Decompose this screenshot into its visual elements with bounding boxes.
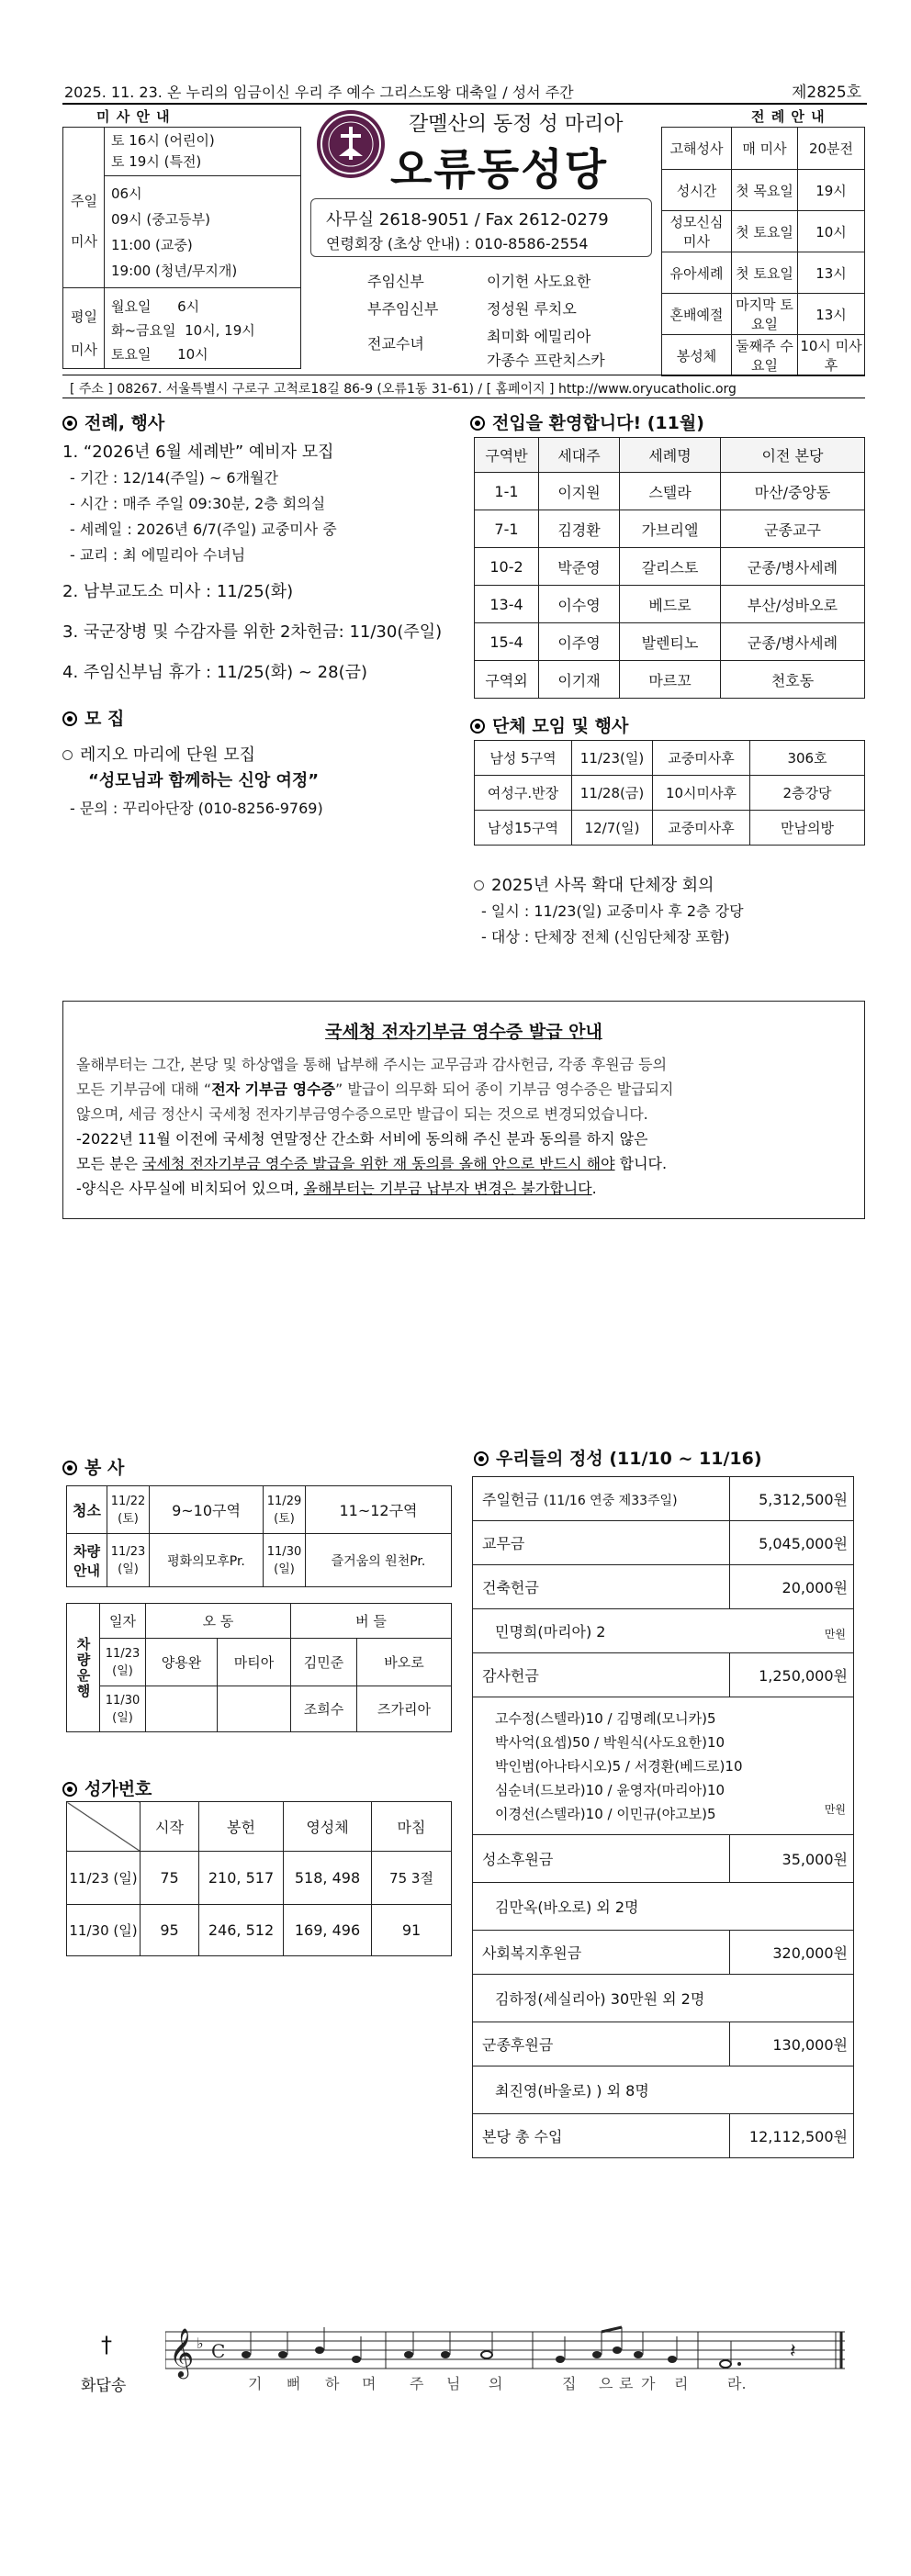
staff-roles: 주임신부 부주임신부 전교수녀 [367, 273, 439, 353]
cross-icon: † [101, 2332, 112, 2358]
bullet-icon [62, 711, 77, 726]
bullet-icon [62, 1461, 77, 1475]
sunday-mass-times: 06시 09시 (중고등부) 11:00 (교중) 19:00 (청년/무지개) [111, 185, 238, 279]
bullet-icon [470, 416, 485, 431]
hymn-table: 시작 봉헌 영성체 마침 11/23 (일) 75 210, 517 518, 498 75 3절 11/30 (일) 95 246, 512 169, 496 91 [66, 1801, 452, 1956]
service-table: 청소 11/22 (토) 9~10구역 11/29 (토) 11~12구역 차량 안내 11/23 (일) 평화의모후Pr. 11/30 (일) 즐거움의 원천Pr. [66, 1485, 452, 1587]
liturgy-item-4: 4. 주임신부님 휴가 : 11/25(화) ~ 28(금) [62, 663, 368, 682]
notice-title: 국세청 전자기부금 영수증 발급 안내 [325, 1022, 602, 1042]
meeting-target: - 대상 : 단체장 전체 (신임단체장 포함) [481, 928, 730, 946]
groups-title: 단체 모임 및 행사 [470, 712, 628, 737]
weekday-mass-label: 평일 미사 [71, 308, 97, 358]
bullet-icon [474, 1451, 489, 1466]
liturgy-item-1-date: - 세례일 : 2026년 6/7(주일) 교중미사 중 [70, 521, 337, 538]
svg-text:♭: ♭ [197, 2335, 204, 2352]
liturgy-item-1: 1. “2026년 6월 세례반” 예비자 모집 [62, 442, 334, 462]
contact-box [310, 198, 652, 257]
staff-names: 이기헌 사도요한 정성원 루치오 최미화 에밀리아 가종수 프란치스카 [487, 273, 605, 369]
liturgy-title: 전례, 행사 [62, 409, 164, 434]
meeting-time: - 일시 : 11/23(일) 교중미사 후 2층 강당 [481, 902, 744, 920]
circle-bullet-icon [62, 750, 73, 760]
meeting-title: 2025년 사목 확대 단체장 회의 [474, 872, 714, 896]
offer-title: 우리들의 정성 (11/10 ~ 11/16) [474, 1445, 762, 1470]
notice-line-4: -2022년 11월 이전에 국세청 연말정산 간소화 서비에 동의해 주신 분과 동의를 하지 않은 [76, 1130, 648, 1148]
svg-text:C: C [211, 2340, 226, 2362]
rite-title: 전 례 안 내 [751, 108, 826, 125]
groups-table: 남성 5구역 11/23(일) 교중미사후 306호 여성구.반장 11/28(금) 10시미사후 2층강당 남성15구역 12/7(일) 교중미사후 만남의방 [474, 740, 865, 846]
recruit-contact: - 문의 : 꾸리아단장 (010-8256-9769) [70, 800, 323, 817]
liturgy-item-3: 3. 국군장병 및 수감자를 위한 2차헌금: 11/30(주일) [62, 622, 443, 642]
vehicle-table: 차량운행 일자 오 동 버 들 11/23 (일) 양용완 마티아 김민준 바오로 11/30 (일) 조희수 즈가리아 [66, 1603, 452, 1732]
liturgy-item-1-time: - 시간 : 매주 주일 09:30분, 2층 회의실 [70, 495, 326, 512]
parish-subtitle: 갈멜산의 동정 성 마리아 [409, 113, 624, 136]
music-staff [165, 2323, 854, 2387]
liturgy-item-1-teacher: - 교리 : 최 에밀리아 수녀님 [70, 546, 246, 564]
hymn-title: 성가번호 [62, 1775, 152, 1800]
office-phone: 사무실 2618-9051 / Fax 2612-0279 [326, 210, 609, 230]
response-title: 화답송 [81, 2377, 127, 2395]
rite-table: 고해성사 매 미사 20분전 성시간 첫 목요일 19시 성모신심 미사 첫 토요일 10시 유아세례 첫 토요일 13시 혼배예절 마지막 토요일 13시 봉성체 둘째주 수요일 10시 미사후 [661, 127, 865, 376]
hymn-corner [67, 1802, 141, 1852]
parish-emblem [317, 110, 385, 178]
svg-text:𝄞: 𝄞 [169, 2327, 195, 2377]
saturday-mass: 토 16시 (어린이) 토 19시 (특전) [111, 132, 215, 170]
parish-name: 오류동성당 [390, 145, 609, 196]
notice-box [62, 1001, 865, 1219]
mass-title: 미 사 안 내 [96, 108, 171, 125]
recruit-line-2: “성모님과 함께하는 신앙 여정” [88, 771, 320, 790]
offer-table: 주일헌금 (11/16 연중 제33주일) 5,312,500원 교무금 5,045,000원 건축헌금 20,000원 민명희(마리아) 2 만원 감사헌금 1,250,000원 고수정(스텔라)10 / 김명례(모니카)5 박사억(요셉)50 / 박원식(사도요한)10 박인범(아나타시오)5 / 서경환(베드로)10 심순녀(드보라)10 / 윤영자(마리아)10 이경선(스텔라)10 / 이민규(야고보)5 만원 성소후원금 35,000원 김만옥(바오로) 외 2명 사회복지후원금 320,000원 김하정(세실리아) 30만원 외 2명 군종후원금 130,000원 최진영(바울로) ) 외 8명 본당 총 수입 12,112,500원 [472, 1476, 854, 2158]
liturgy-item-1-period: - 기간 : 12/14(주일) ~ 6개월간 [70, 469, 278, 487]
svg-text:𝄽: 𝄽 [790, 2340, 796, 2363]
address-bar: [ 주소 ] 08267. 서울특별시 구로구 고척로18길 86-9 (오류1동 31-61) / [ 홈페이지 ] http://www.oryucatholic.org [62, 375, 865, 398]
notice-line-1: 올해부터는 그간, 본당 및 하상앱을 통해 납부해 주시는 교무금과 감사헌금, 각종 후원금 등의 [76, 1056, 668, 1073]
sunday-mass-label: 주일 미사 [71, 193, 97, 250]
notice-line-6: -양식은 사무실에 비치되어 있으며, 올해부터는 기부금 납부자 변경은 불가합니다. [76, 1180, 597, 1197]
notice-line-3: 않으며, 세금 정산시 국세청 전자기부금영수증으로만 발급이 되는 것으로 변경되었습니다. [76, 1105, 648, 1123]
issue-number: 제2825호 [792, 84, 862, 102]
bullet-icon [62, 416, 77, 431]
weekday-mass-times: 월요일 6시 화~금요일 10시, 19시 토요일 10시 [111, 298, 255, 363]
bullet-icon [470, 719, 485, 734]
welcome-title: 전입을 환영합니다! (11월) [470, 409, 704, 434]
bullet-icon [62, 1782, 77, 1797]
notice-line-5: 모든 분은 국세청 전자기부금 영수증 발급을 위한 재 동의를 올해 안으로 반드시 해야 합니다. [76, 1155, 668, 1172]
notice-line-2: 모든 기부금에 대해 “전자 기부금 영수증” 발급이 의무화 되어 종이 기부금 영수증은 발급되지 [76, 1081, 674, 1098]
recruit-title: 모 집 [62, 705, 124, 730]
liturgy-item-2: 2. 남부교도소 미사 : 11/25(화) [62, 582, 294, 601]
recruit-line-1: 레지오 마리에 단원 모집 [62, 742, 255, 766]
funeral-contact: 연령회장 (초상 안내) : 010-8586-2554 [326, 235, 589, 252]
circle-bullet-icon [474, 880, 484, 890]
welcome-table: 구역반 세대주 세례명 이전 본당 1-1 이지원 스텔라 마산/중앙동 7-1 김경환 가브리엘 군종교구 10-2 박준영 갈리스토 군종/병사세례 13-4 이수영 베드로 부산/성바오로 15-4 이주영 발렌티노 군종/병사세례 구역외 이기재 마르꼬 천호동 [474, 437, 865, 699]
date-line: 2025. 11. 23. 온 누리의 임금이신 우리 주 예수 그리스도왕 대축일 / 성서 주간 [64, 84, 574, 101]
mass-box [62, 127, 301, 369]
service-title: 봉 사 [62, 1454, 124, 1479]
